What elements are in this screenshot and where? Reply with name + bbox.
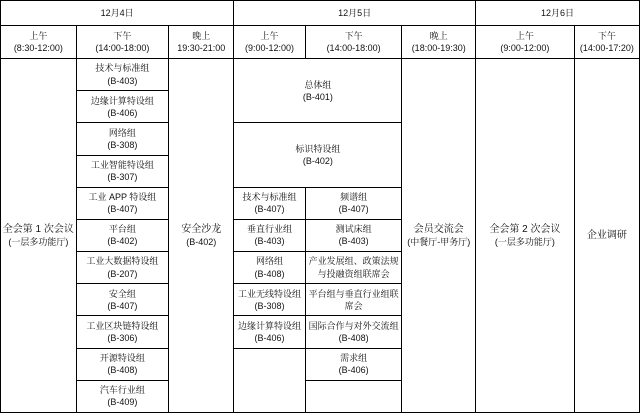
session-title: 频谱组: [340, 192, 368, 203]
session-room: (B-308): [254, 300, 285, 311]
slot-time: (18:00-19:30): [411, 43, 466, 53]
session-room: (B-408): [338, 332, 369, 343]
session-room: (B-403): [107, 75, 138, 86]
session-room: (B-406): [338, 365, 369, 376]
slot-time: (9:00-12:00): [245, 43, 295, 53]
session-title: 产业发展组、政策法规与投融资组联席会: [308, 256, 399, 279]
session-day5-am-5: [234, 316, 305, 348]
session-title: 企业调研: [586, 229, 627, 241]
session-room: (B-306): [107, 332, 138, 343]
session-day5-pm-6: [305, 348, 402, 380]
day-header-3: 12月6日: [476, 1, 640, 26]
session-day5-pm-4: [305, 284, 402, 316]
session-title: 垂直行业组: [247, 224, 293, 235]
session-day5-pm-3: [305, 252, 402, 284]
day-header-2: 12月5日: [234, 1, 476, 26]
session-day4-pm-3: [76, 123, 168, 155]
session-day5-am-3: [234, 252, 305, 284]
session-day5-pm-5: [305, 316, 402, 348]
session-day5-am-4: [234, 284, 305, 316]
session-title: 平台组: [108, 224, 136, 235]
session-title: 平台组与垂直行业组联席会: [308, 288, 399, 311]
session-day5-pm-2: [305, 219, 402, 251]
slot-header-4: [234, 26, 305, 59]
session-day4-pm-10: [76, 348, 168, 380]
session-title: 边缘计算特设组: [238, 320, 302, 331]
session-title: 全会第 2 次会议: [489, 223, 561, 235]
session-room: (B-402): [107, 236, 138, 247]
session-room: (B-401): [302, 91, 333, 102]
session-title: 国际合作与对外交流组: [308, 320, 399, 331]
session-day4-pm-11: [76, 380, 168, 412]
session-title: 需求组: [340, 352, 368, 363]
session-room: (B-308): [107, 139, 138, 150]
session-plenary-1: [1, 59, 77, 413]
session-title: 会员交流会: [413, 223, 464, 235]
session-day5-am-2: [234, 219, 305, 251]
session-day4-pm-8: [76, 284, 168, 316]
session-title: 工业无线特设组: [238, 288, 302, 299]
session-day4-pm-1: [76, 59, 168, 91]
session-day5-am-1: [234, 187, 305, 219]
slot-header-1: [1, 26, 77, 59]
session-title: 安全沙龙: [181, 223, 222, 235]
session-day4-pm-5: [76, 187, 168, 219]
slot-header-row: [1, 26, 640, 59]
session-room: (B-406): [254, 332, 285, 343]
session-member-exchange: [402, 59, 476, 413]
session-title: 网络组: [256, 256, 284, 267]
session-day4-pm-2: [76, 91, 168, 123]
session-title: 技术与标准组: [95, 63, 150, 74]
slot-header-2: [76, 26, 168, 59]
slot-time: (9:00-12:00): [500, 43, 550, 53]
session-plenary-2: [476, 59, 575, 413]
session-room: (B-408): [107, 365, 138, 376]
slot-time: (14:00-18:00): [326, 43, 381, 53]
session-venue: (一层多功能厅): [8, 237, 69, 248]
session-title: 总体组: [304, 79, 332, 90]
slot-name: 下午: [113, 30, 132, 41]
session-venue: (中餐厅-甲务厅): [407, 237, 471, 248]
slot-name: 晚上: [192, 30, 211, 41]
slot-name: 上午: [515, 30, 534, 41]
session-title: 技术与标准组: [242, 192, 297, 203]
slot-name: 下午: [597, 30, 616, 41]
session-day4-pm-7: [76, 252, 168, 284]
session-title: 汽车行业组: [99, 385, 145, 396]
slot-name: 晚上: [429, 30, 448, 41]
slot-header-5: [305, 26, 402, 59]
session-security-salon: [169, 59, 234, 413]
session-room: (B-403): [338, 236, 369, 247]
session-day5-pm-blank: [305, 380, 402, 412]
session-venue: (一层多功能厅): [494, 237, 555, 248]
session-day5-pm-1: [305, 187, 402, 219]
slot-header-6: [402, 26, 476, 59]
slot-header-3: [169, 26, 234, 59]
session-title: 网络组: [108, 127, 136, 138]
session-room: (B-407): [254, 204, 285, 215]
session-room: (B-402): [302, 156, 333, 167]
session-room: (B-402): [186, 237, 217, 248]
session-title: 工业 APP 特设组: [88, 192, 157, 203]
session-title: 标识特设组: [295, 143, 341, 154]
session-title: 工业大数据特设组: [86, 256, 159, 267]
session-title: 工业区块链特设组: [86, 320, 159, 331]
day-header-row: [1, 1, 640, 26]
slot-time: (8:30-12:00): [13, 43, 63, 53]
session-room: (B-407): [107, 204, 138, 215]
slot-header-8: [574, 26, 639, 59]
day-header-1: 12月4日: [1, 1, 234, 26]
session-room: (B-407): [107, 300, 138, 311]
session-title: 安全组: [108, 288, 136, 299]
slot-name: 上午: [260, 30, 279, 41]
session-day4-pm-6: [76, 219, 168, 251]
session-room: (B-406): [107, 107, 138, 118]
session-room: (B-409): [107, 397, 138, 408]
session-company-survey: [574, 59, 639, 413]
session-room: (B-307): [107, 172, 138, 183]
session-title: 测试床组: [335, 224, 372, 235]
session-title: 边缘计算特设组: [90, 95, 154, 106]
session-day4-pm-9: [76, 316, 168, 348]
session-title: 全会第 1 次会议: [2, 223, 74, 235]
slot-time: (14:00-18:00): [95, 43, 150, 53]
session-day5-am-blank: [234, 348, 305, 412]
session-day4-pm-4: [76, 155, 168, 187]
session-title: 开源特设组: [99, 352, 145, 363]
session-title: 工业智能特设组: [90, 159, 154, 170]
slot-name: 上午: [29, 30, 48, 41]
slot-time: (14:00-17:20): [579, 43, 634, 53]
session-day5-identity: [234, 123, 402, 187]
session-day5-overall: [234, 59, 402, 123]
slot-name: 下午: [344, 30, 363, 41]
slot-header-7: [476, 26, 575, 59]
body-row-1: [1, 59, 640, 91]
session-room: (B-403): [254, 236, 285, 247]
session-room: (B-407): [338, 204, 369, 215]
session-room: (B-207): [107, 268, 138, 279]
session-room: (B-408): [254, 268, 285, 279]
slot-time: 19:30-21:00: [177, 43, 226, 53]
